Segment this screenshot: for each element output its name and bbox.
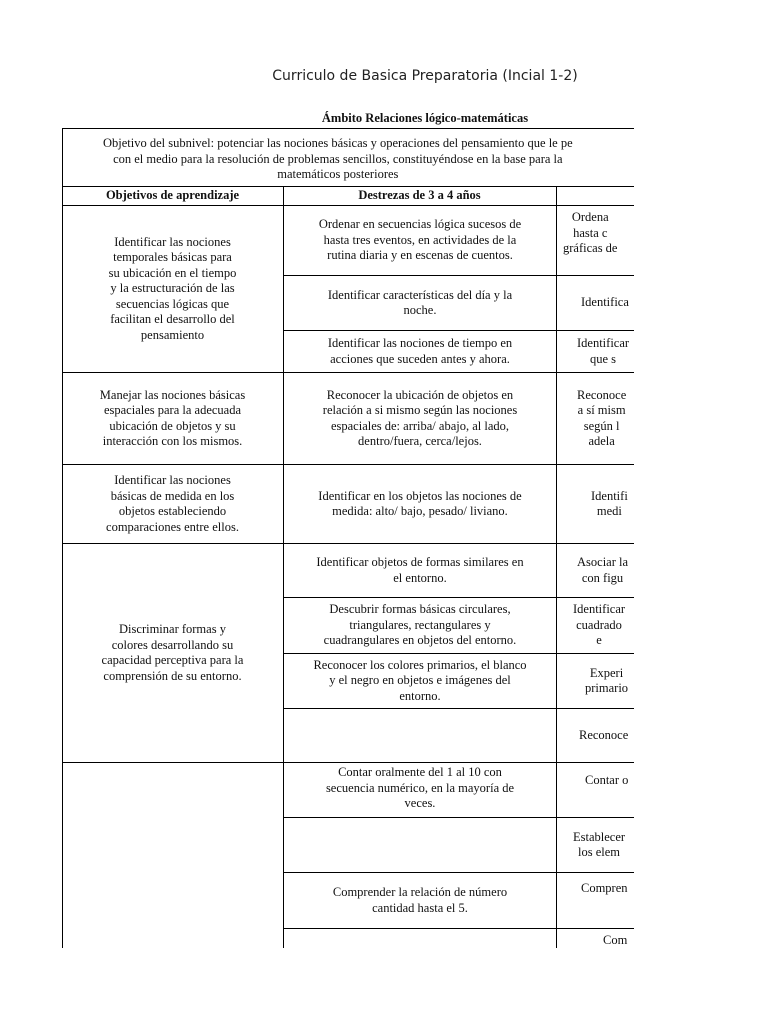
destreza-cell: Ordenar en secuencias lógica sucesos de hasta tres eventos, en actividades de la rutina diaria y en escenas de cuentos. bbox=[318, 217, 522, 263]
objetivo-cell: Manejar las nociones básicas espaciales para la adecuada ubicación de objetos y su interacción con los mismos. bbox=[99, 387, 246, 448]
destreza-cell: Comprender la relación de número cantidad hasta el 5. bbox=[332, 885, 508, 915]
destreza-4-5-cell: Establecer los elem bbox=[573, 829, 626, 859]
destreza-4-5-cell: Identificar que s bbox=[577, 336, 630, 366]
destreza-4-5-cell: Identificar cuadrado e bbox=[573, 602, 626, 648]
destreza-4-5-cell: Compren bbox=[581, 881, 628, 895]
destreza-4-5-cell: Reconoce a sí mism según l adela bbox=[577, 387, 627, 448]
destreza-cell: Identificar en los objetos las nociones de medida: alto/ bajo, pesado/ liviano. bbox=[318, 488, 522, 518]
destreza-cell: Reconocer la ubicación de objetos en relación a si mismo según las nociones espaciales de: arriba/ abajo, al lado, dentro/fuera, cerca/lejos. bbox=[322, 387, 518, 448]
destreza-4-5-cell: Ordena hasta c gráficas de bbox=[563, 210, 618, 255]
destreza-4-5-cell: Experi primario bbox=[585, 665, 629, 695]
destreza-cell bbox=[284, 929, 556, 948]
curriculum-table bbox=[62, 128, 634, 948]
objetivo-cell: Identificar las nociones básicas de medida en los objetos estableciendo comparaciones entre ellos. bbox=[106, 473, 239, 534]
destreza-4-5-cell: Identifica bbox=[581, 295, 629, 310]
header-objetivos: Objetivos de aprendizaje bbox=[105, 188, 240, 203]
page-title: Curriculo de Basica Preparatoria (Incial 1-2) bbox=[272, 68, 578, 84]
objetivo-subnivel: Objetivo del subnivel: potenciar las nociones básicas y operaciones del pensamiento que le pe con el medio para la resolución de problemas sencillos, constituyéndose en la base para la matemáticos posteriores bbox=[103, 136, 573, 181]
destreza-4-5-cell: Asociar la con figu bbox=[577, 555, 629, 585]
destreza-4-5-cell: Com bbox=[603, 933, 628, 947]
objetivo-cell: Discriminar formas y colores desarrollando su capacidad perceptiva para la comprensión de su entorno. bbox=[101, 622, 244, 683]
destreza-cell: Descubrir formas básicas circulares, triangulares, rectangulares y cuadrangulares en objetos del entorno. bbox=[323, 602, 517, 648]
destreza-4-5-cell: Reconoce bbox=[579, 727, 629, 742]
destreza-cell: Reconocer los colores primarios, el blanco y el negro en objetos e imágenes del entorno. bbox=[313, 657, 527, 703]
destreza-cell bbox=[284, 709, 556, 762]
ambito-heading: Ámbito Relaciones lógico-matemáticas bbox=[321, 111, 529, 125]
objetivo-cell: Identificar las nociones temporales básicas para su ubicación en el tiempo y la estructuración de las secuencias lógicas que facilitan el desarrollo del pensamiento bbox=[108, 234, 237, 342]
destreza-4-5-cell: Contar o bbox=[585, 773, 629, 787]
destreza-cell: Identificar objetos de formas similares en el entorno. bbox=[316, 555, 524, 585]
destreza-cell: Identificar las nociones de tiempo en acciones que suceden antes y ahora. bbox=[327, 336, 513, 366]
table-line bbox=[62, 128, 634, 129]
destreza-cell: Contar oralmente del 1 al 10 con secuencia numérico, en la mayoría de veces. bbox=[325, 765, 515, 810]
destreza-cell bbox=[284, 818, 556, 872]
destreza-4-5-cell: Identifi medi bbox=[591, 488, 628, 518]
header-destrezas-3-4: Destrezas de 3 a 4 años bbox=[358, 188, 481, 203]
destreza-cell: Identificar características del día y la noche. bbox=[327, 287, 513, 317]
